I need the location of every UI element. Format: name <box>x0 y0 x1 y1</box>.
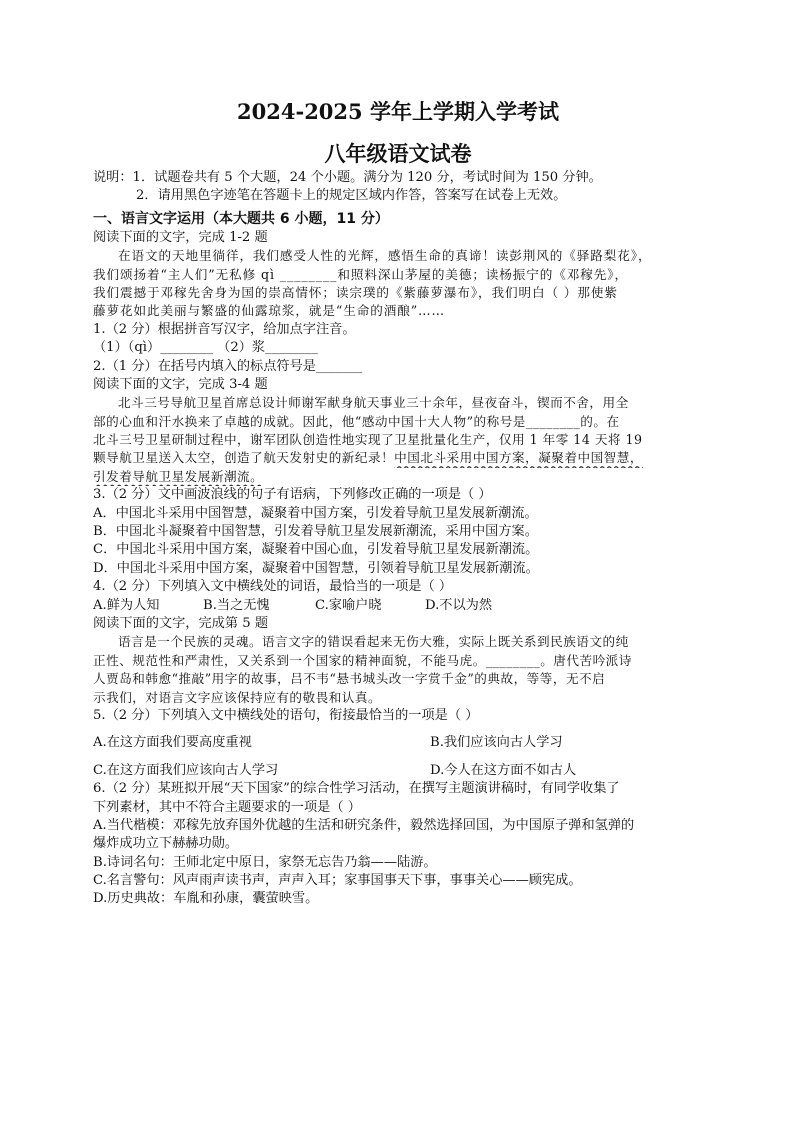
passage-3-line: 人贾岛和韩愈“推敲”用字的故事，吕不韦“悬书城头改一字赏千金”的典故，等等，无不启 <box>93 671 606 687</box>
question-3-stem: 3.（2 分）文中画波浪线的句子有语病，下列修改正确的一项是（ ） <box>93 487 492 503</box>
question-5-option: C.在这方面我们应该向古人学习 <box>93 762 279 778</box>
question-6-option-c: C.名言警句：风声雨声读书声，声声入耳；家事国事天下事，事事关心——顾宪成。 <box>93 873 582 889</box>
passage-1-intro: 阅读下面的文字，完成 1-2 题 <box>93 229 268 245</box>
passage-2-line: 北斗三号卫星研制过程中，谢军团队创造性地实现了卫星批量化生产，仅用 1 年零 14 天将 19 <box>93 432 643 448</box>
question-4-option: D.不以为然 <box>425 597 493 613</box>
page-title: 2024-2025 学年上学期入学考试 <box>237 99 559 124</box>
passage-2-line: 北斗三号导航卫星首席总设计师谢军献身航天事业三十余年，昼夜奋斗，锲而不舍，用全 <box>118 395 629 411</box>
question-4-option: C.家喻户晓 <box>315 597 382 613</box>
question-1-stem: 1.（2 分）根据拼音写汉字，给加点字注音。 <box>93 321 356 337</box>
question-6-stem: 6.（2 分）某班拟开展“天下国家”的综合性学习活动，在撰写主题演讲稿时，有同学收集了 <box>93 781 620 797</box>
passage-3-line: 语言是一个民族的灵魂。语言文字的错误看起来无伤大雅，实际上既关系到民族语文的纯 <box>118 634 629 650</box>
section-1-heading: 一、语言文字运用（本大题共 6 小题，11 分） <box>93 210 389 227</box>
passage-2-intro: 阅读下面的文字，完成 3-4 题 <box>93 376 268 392</box>
question-3-option: D．中国北斗采用中国方案，凝聚着中国智慧，引领着导航卫星发展新潮流。 <box>93 560 539 576</box>
question-5-option: D.今人在这方面不如古人 <box>430 762 577 778</box>
question-5-options-row <box>93 762 703 780</box>
instructions-line-1: 说明：1．试题卷共有 5 个大题，24 个小题。满分为 120 分，考试时间为 150 分钟。 <box>93 170 602 185</box>
question-6-option-a: A.当代楷模：邓稼先放弃国外优越的生活和研究条件，毅然选择回国，为中国原子弹和氢弹的 <box>93 817 635 833</box>
question-5-option: A.在这方面我们要高度重视 <box>93 735 252 751</box>
passage-1-line: 在语文的天地里徜徉，我们感受人性的光辉，感悟生命的真谛！读彭荆风的《驿路梨花》， <box>118 248 652 264</box>
question-4-options <box>93 597 703 615</box>
question-5-option: B.我们应该向古人学习 <box>430 735 563 751</box>
instructions-line-2: 2．请用黑色字迹笔在答题卡上的规定区域内作答，答案写在试卷上无效。 <box>136 188 567 204</box>
passage-2-line-with-wavy <box>93 449 703 467</box>
question-3-option: A．中国北斗采用中国智慧，凝聚着中国方案，引发着导航卫星发展新潮流。 <box>93 505 538 521</box>
question-5-stem: 5.（2 分）下列填入文中横线处的语句，衔接最恰当的一项是（ ） <box>93 707 479 723</box>
question-4-stem: 4.（2 分）下列填入文中横线处的词语，最恰当的一项是（ ） <box>93 579 453 595</box>
question-2-stem: 2.（1 分）在括号内填入的标点符号是_______ <box>93 358 363 374</box>
passage-3-intro: 阅读下面的文字，完成第 5 题 <box>93 615 269 631</box>
passage-2-line-wavy-end <box>93 468 703 486</box>
passage-3-line: 正性、规范性和严肃性，又关系到一个国家的精神面貌，不能马虎。________。唐代苦吟派诗 <box>93 652 632 668</box>
wavy-underlined-sentence: 引发着导航卫星发展新潮流。 <box>93 468 264 484</box>
question-1-subitems: （1）（qì）________ （2）浆________ <box>93 340 318 356</box>
passage-1-line: 藤萝花如此美丽与繁盛的仙露琼浆，就是“生命的酒酿”…… <box>93 303 446 319</box>
question-5-options-row <box>93 734 703 752</box>
question-4-option: A.鲜为人知 <box>93 597 160 613</box>
passage-2-line-text: 颗导航卫星送入太空，创造了航天发射史的新纪录！ <box>93 450 395 466</box>
question-4-option: B.当之无愧 <box>203 597 270 613</box>
question-6-stem-cont: 下列素材，其中不符合主题要求的一项是（ ） <box>93 799 361 815</box>
passage-3-line: 示我们，对语言文字应该保持应有的敬畏和认真。 <box>93 689 382 705</box>
exam-page <box>93 96 703 909</box>
passage-1-line: 我们颂扬着“主人们”无私修 qì ________和照料深山茅屋的美德；读杨振宁的《邓稼先》， <box>93 266 628 282</box>
passage-1-line: 我们震撼于邓稼先舍身为国的崇高情怀；读宗璞的《紫藤萝瀑布》，我们明白（ ）那使紫 <box>93 284 618 300</box>
passage-2-line: 部的心血和汗水换来了卓越的成就。因此，他“感动中国十大人物”的称号是________的。在 <box>93 413 620 429</box>
question-6-option-b: B.诗词名句：王师北定中原日，家祭无忘告乃翁——陆游。 <box>93 854 437 870</box>
question-6-option-d: D.历史典故：车胤和孙康，囊萤映雪。 <box>93 891 319 907</box>
page-subtitle: 八年级语文试卷 <box>324 141 472 166</box>
question-6-option-a-cont: 爆炸成功立下赫赫功勋。 <box>93 836 239 852</box>
question-3-option: C．中国北斗采用中国方案，凝聚着中国心血，引发着导航卫星发展新潮流。 <box>93 542 539 558</box>
question-3-option: B．中国北斗凝聚着中国智慧，引发着导航卫星发展新潮流，采用中国方案。 <box>93 524 538 540</box>
wavy-underlined-sentence: 中国北斗采用中国方案，凝聚着中国智慧， <box>394 450 643 466</box>
